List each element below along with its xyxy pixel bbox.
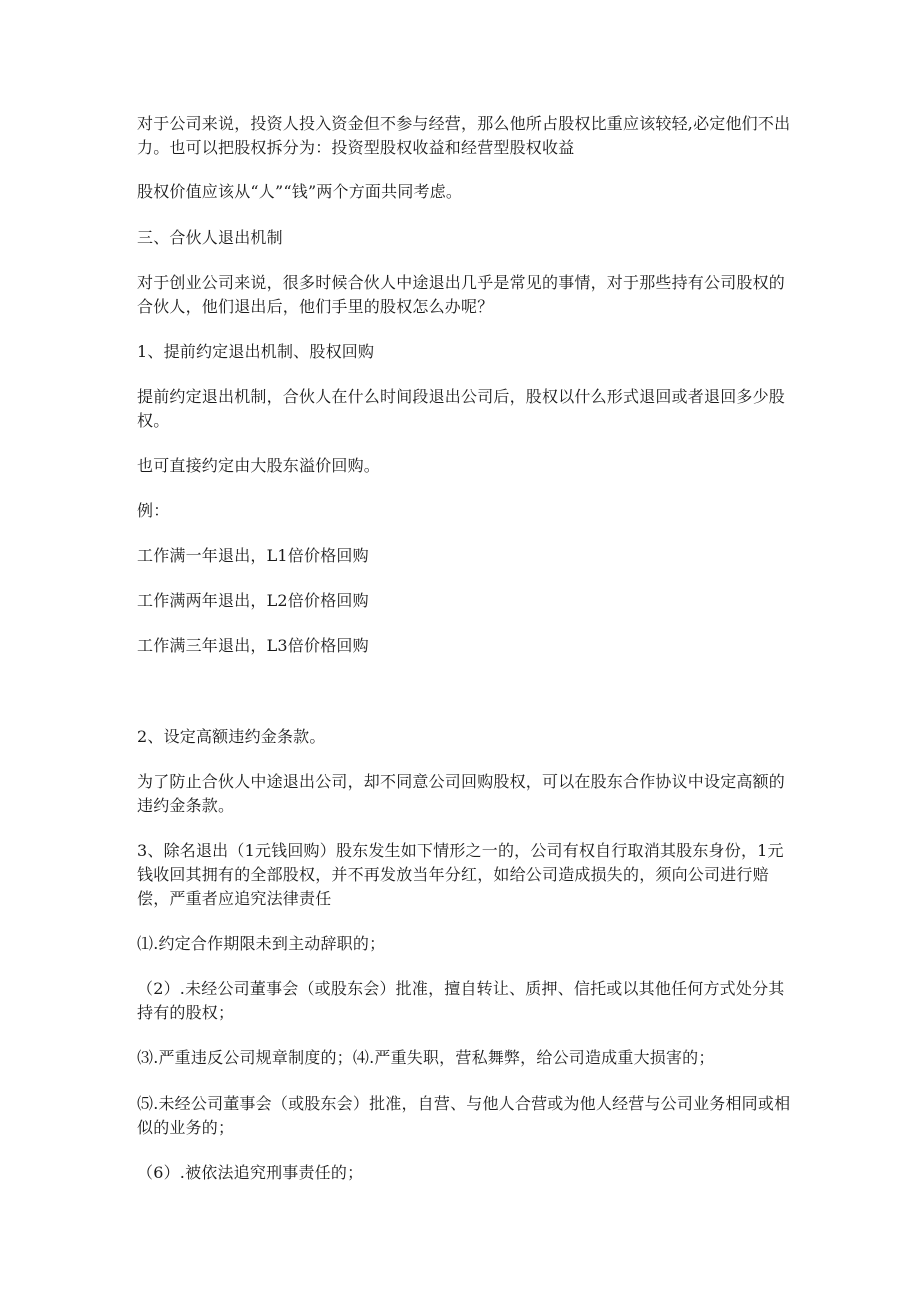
paragraph-investor-equity: 对于公司来说，投资人投入资金但不参与经营，那么他所占股权比重应该较轻,必定他们不出力。也可以把股权拆分为：投资型股权收益和经营型股权收益 [137, 114, 791, 157]
subheading-exit-mechanism: 1、提前约定退出机制、股权回购 [137, 342, 375, 361]
list-item-condition-5: ⑸.未经公司董事会（或股东会）批准，自营、与他人合营或为他人经营与公司业务相同或相似的业务的； [137, 1094, 791, 1137]
list-item-condition-1: ⑴.约定合作期限未到主动辞职的； [137, 934, 386, 953]
paragraph-example-label: 例： [137, 501, 170, 520]
list-item-condition-3-4: ⑶.严重违反公司规章制度的；⑷.严重失职，营私舞弊，给公司造成重大损害的； [137, 1048, 715, 1067]
paragraph-exit-agreement: 提前约定退出机制，合伙人在什么时间段退出公司后，股权以什么形式退回或者退回多少股权。 [137, 387, 786, 430]
list-item-condition-2: （2）.未经公司董事会（或股东会）批准，擅自转让、质押、信托或以其他任何方式处分其持有的股权； [137, 979, 785, 1022]
example-line-year-one: 工作满一年退出，L1倍价格回购 [137, 546, 369, 565]
paragraph-startup-exit: 对于创业公司来说，很多时候合伙人中途退出几乎是常见的事情，对于那些持有公司股权的合伙人，他们退出后，他们手里的股权怎么办呢？ [137, 273, 786, 316]
list-item-condition-6: （6）.被依法追究刑事责任的； [137, 1163, 364, 1182]
paragraph-expulsion-exit: 3、除名退出（1元钱回购）股东发生如下情形之一的，公司有权自行取消其股东身份，1元钱收回其拥有的全部股权，并不再发放当年分红，如给公司造成损失的，须向公司进行赔偿，严重者应追究法律责任 [137, 841, 784, 908]
example-line-year-three: 工作满三年退出，L3倍价格回购 [137, 636, 369, 655]
paragraph-equity-value: 股权价值应该从“人”“钱”两个方面共同考虑。 [137, 182, 463, 201]
paragraph-penalty-clause: 为了防止合伙人中途退出公司，却不同意公司回购股权，可以在股东合作协议中设定高额的违约金条款。 [137, 772, 786, 815]
section-heading-partner-exit: 三、合伙人退出机制 [137, 228, 283, 247]
paragraph-premium-buyback: 也可直接约定由大股东溢价回购。 [137, 456, 381, 475]
example-line-year-two: 工作满两年退出，L2倍价格回购 [137, 591, 369, 610]
subheading-penalty-clause: 2、设定高额违约金条款。 [137, 727, 326, 746]
